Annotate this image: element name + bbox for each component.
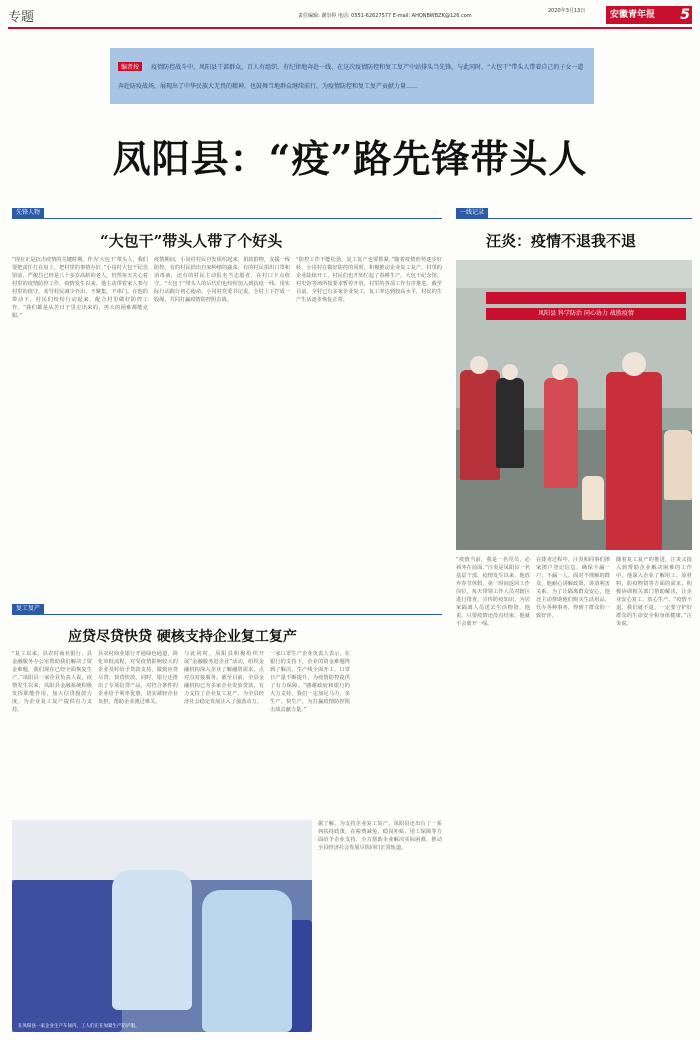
photo-person bbox=[496, 378, 524, 468]
article-column: 与此同时，凤阳县积极组织开展“金融服务进企业”活动，组织金融机构深入企业了解融资需求，点对点对接服务。截至目前，全县金融机构已为多家企业发放贷款，有力支持了企业复工复产，为全县经济社会稳定发展注入了强劲动力。 bbox=[184, 651, 264, 705]
article-column: “复工以来，县农村商业银行、县金融服务办公室帮助我们解决了资金难题，我们现在已经全面恢复生产。”凤阳县一家企业负责人说。疫情发生以来，凤阳县金融系统积极发挥职能作用，加大信贷投放力度，为企业复工复产提供有力支持。 bbox=[12, 651, 92, 713]
photo-person-head bbox=[622, 352, 646, 376]
article-column: “防控工作不能松劲，复工复产也要抓紧。”随着疫情形势逐步好转，小岗村在做好防控的同时，积极推动企业复工复产。村里的企业陆续开工，村民们也开始忙起了春耕生产。大包干纪念馆、村史馆等场所按要求暂停开放，村里的各项工作有序推进。截至目前，全村已有多家企业复工，复工率达到较高水平，村民的生产生活逐步恢复正常。 bbox=[296, 257, 442, 303]
article-headline: “大包干”带头人带了个好头 bbox=[100, 232, 283, 250]
editor-note-text: 疫情防控战斗中，凤阳县干部群众，百人有组织、有纪律地奔赴一线，在这次疫情防控和复工复产中站排头当先锋。与此同时，“大包干”带头人带着自己的子女一道奔赴防疫战场，展现出了中华民族大无畏的精神，也鼓舞当地群众继续前行，为疫情防控和复工复产贡献力量…… bbox=[118, 64, 584, 90]
article-column: 随着复工复产的推进，汪炎又投入到帮助企业解决困难的工作中。他深入企业了解用工、原材料、防疫物资等方面的需求，积极协调相关部门帮助解决，让企业安心复工、放心生产。“疫情不退，我们就不退，一定要守护好群众的生命安全和身体健康。”汪炎说。 bbox=[616, 557, 692, 627]
section-rule bbox=[12, 218, 442, 219]
article-column: 疫情期间，小岗村村民自发组织起来，捐款捐物，支援一线防控。有的村民捐出自家种植的蔬菜，有的村民捐出口罩和消毒液，还有的村民主动报名当志愿者，在村口卡点值守。“大包干”带头人的后代们也纷纷加入到抗疫一线，用实际行动践行初心使命。小岗村党委书记说，全村上下拧成一股绳，共同打赢疫情防控阻击战。 bbox=[154, 257, 290, 303]
volunteers-photo bbox=[456, 260, 692, 550]
photo-person-head bbox=[470, 356, 488, 374]
issue-date: 2020年3月13日 bbox=[548, 8, 586, 14]
section-label: 专题 bbox=[8, 10, 35, 25]
photo-bags bbox=[582, 476, 604, 520]
editor-note bbox=[110, 48, 594, 104]
header-rule bbox=[8, 27, 692, 29]
page-number: 5 bbox=[680, 7, 690, 23]
editor-contact: 责任编辑: 谢崇婷 电话: 0551-62627577 E-mail: AHQNBWBZK@126.com bbox=[298, 13, 472, 19]
article-column: 据了解，为支持企业复工复产，凤阳县还出台了一系列扶持政策，在税费减免、稳岗补贴、用工保障等方面给予企业支持，全力帮助企业解决实际困难，推动全县经济社会发展尽快回归正常轨道。 bbox=[318, 821, 442, 851]
section-tag-frontline: 一线记录 bbox=[456, 208, 488, 218]
factory-photo bbox=[12, 820, 312, 1032]
page-header bbox=[8, 4, 692, 26]
article-column: “疫情当前，我是一名党员，必须冲在前面。”汪炎是凤阳县一名基层干部，疫情发生以来，他放弃春节休假，第一时间返回工作岗位，每天带领工作人员对辖区进行排查，宣传防疫知识，为居家隔离人员送去生活物资。他说，只要疫情还没有结束，他就不会离开一线。 bbox=[456, 557, 530, 627]
article-column: 在排查过程中，汪炎和同事们挨家挨户登记信息，确保不漏一户、不漏一人。面对不理解的群众，他耐心讲解政策，讲清利害关系。为了让隔离群众安心，他还主动帮助他们购买生活用品、代办各种事务，得到了群众的一致好评。 bbox=[536, 557, 610, 619]
photo-fabric-pile bbox=[12, 880, 122, 1032]
section-rule bbox=[12, 614, 442, 615]
photo-caption: 在凤阳县一家企业生产车间内，工人们正在加紧生产防护服。 bbox=[18, 1024, 140, 1029]
article-headline: 汪炎：疫情不退我不退 bbox=[486, 232, 637, 250]
article-column: “现在正是抗击疫情的关键时期，作为‘大包干’带头人，我们要把责任扛在肩上，把村里的事情办好。”小岗村大包干纪念馆前，严俊昌已经是八十多岁高龄的老人，仍然每天关心着村里的疫情防控工作。疫情发生以来，他主动带着家人参与村里的值守，劝导村民减少外出、不聚集、不串门。在他的带动下，村民们纷纷行动起来，配合村里做好防控工作。“我们都是从苦日子里走出来的，再大的困难都能克服。” bbox=[12, 257, 148, 319]
article-column: 一家口罩生产企业负责人表示，在银行的支持下，企业的资金难题得到了解决，生产线全面开工，口罩日产量不断提升，为疫情防控提供了有力保障。“感谢政府和银行的大力支持，我们一定加足马力，多生产、快生产，为打赢疫情防控阻击战贡献力量。” bbox=[270, 651, 350, 713]
masthead-logo bbox=[606, 6, 692, 24]
section-rule bbox=[456, 218, 692, 219]
photo-person-head bbox=[502, 364, 518, 380]
photo-person bbox=[544, 378, 578, 488]
photo-worker bbox=[202, 890, 292, 1032]
photo-slogan-banner: 凤阳县 科学防治 同心协力 战胜疫情 bbox=[486, 308, 686, 320]
masthead-name: 安徽青年报 bbox=[610, 10, 656, 20]
photo-person bbox=[460, 370, 500, 480]
section-tag-pioneer: 先锋人物 bbox=[12, 208, 44, 218]
page-title: 凤阳县：“疫”路先锋带头人 bbox=[112, 136, 588, 181]
article-headline: 应贷尽贷快贷 硬核支持企业复工复产 bbox=[68, 629, 297, 645]
editor-note-tag: 编者按 bbox=[118, 62, 142, 71]
photo-person-head bbox=[552, 364, 568, 380]
photo-red-banner bbox=[486, 292, 686, 304]
photo-worker bbox=[112, 870, 192, 1010]
photo-bags bbox=[664, 430, 692, 500]
section-tag-resumption: 复工复产 bbox=[12, 604, 44, 614]
photo-person bbox=[606, 372, 662, 550]
article-column: 县农村商业银行开通绿色通道，简化审批流程，对受疫情影响较大的企业及时给予贷款支持，做到应贷尽贷、快贷快放。同时，银行还推出了专项信贷产品，对符合条件的企业给予利率优惠，切实减轻企业负担，帮助企业渡过难关。 bbox=[98, 651, 178, 705]
